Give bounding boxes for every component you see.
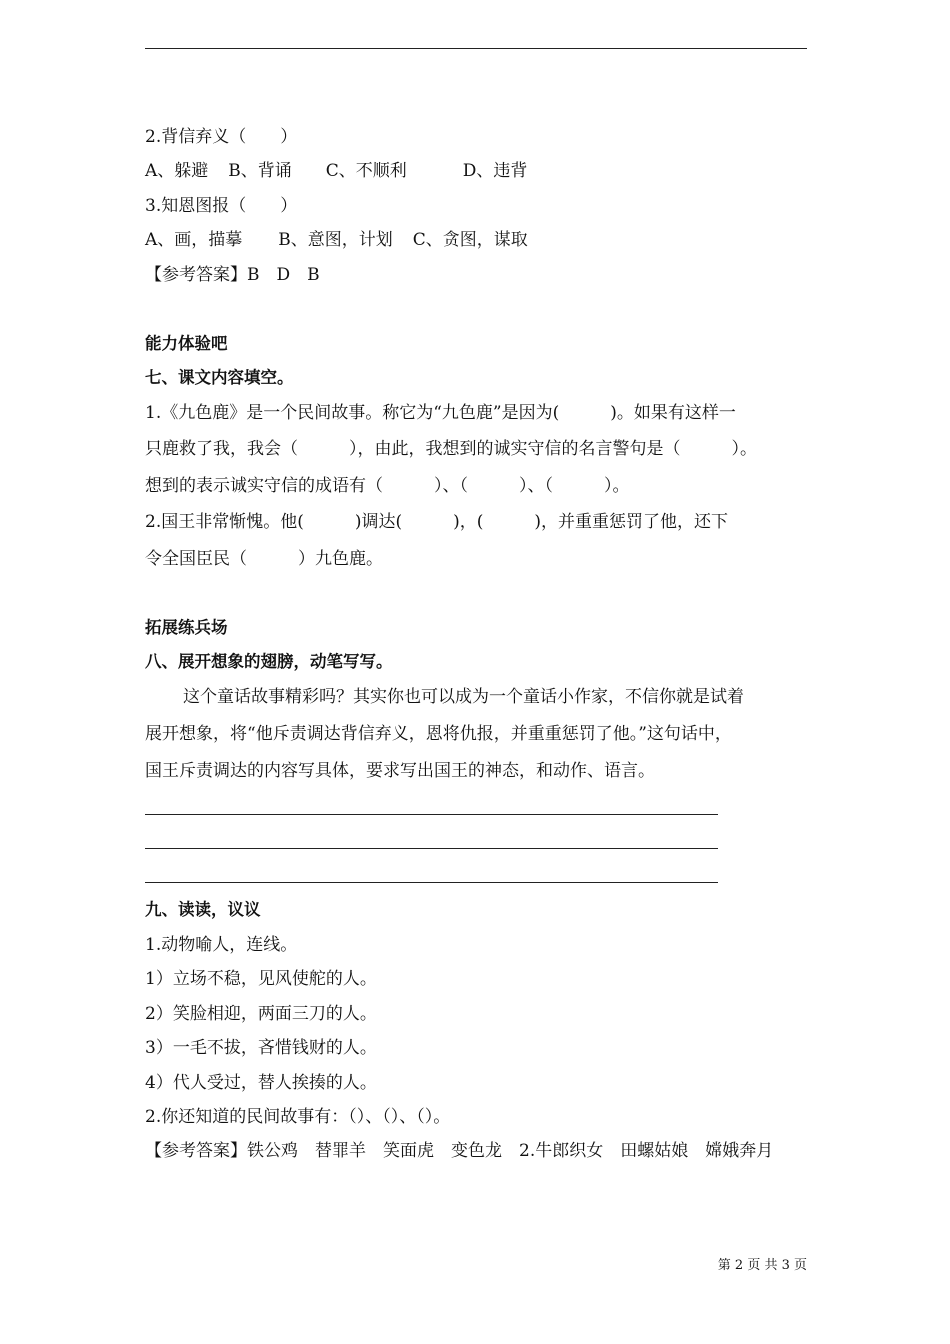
writing-line-3 <box>145 882 718 883</box>
section-title-ability: 能力体验吧 <box>145 334 228 353</box>
q9-answer: 【参考答案】铁公鸡 替罪羊 笑面虎 变色龙 2.牛郎织女 田螺姑娘 嫦娥奔月 <box>145 1141 774 1161</box>
q7-line-5: 令全国臣民（ ）九色鹿。 <box>145 549 383 569</box>
header-rule <box>145 48 807 49</box>
answer-1: 【参考答案】B D B <box>145 265 320 285</box>
q9-sub-2: 2.你还知道的民间故事有：（）、（）、（）。 <box>145 1107 451 1127</box>
q7-line-4: 2.国王非常惭愧。他( )调达( )，( )，并重重惩罚了他，还下 <box>145 512 729 532</box>
q3-options <box>145 229 528 251</box>
q2-option-b: B、背诵 <box>228 161 292 181</box>
q9-item-2: 2）笑脸相迎，两面三刀的人。 <box>145 1004 377 1024</box>
section-title-extend: 拓展练兵场 <box>145 618 228 637</box>
q8-line-1: 这个童话故事精彩吗？其实你也可以成为一个童话小作家，不信你就是试着 <box>183 687 744 707</box>
page-number: 第 2 页 共 3 页 <box>717 1258 807 1273</box>
writing-line-2 <box>145 848 718 849</box>
q7-line-1: 1.《九色鹿》是一个民间故事。称它为“九色鹿”是因为( )。如果有这样一 <box>145 403 736 423</box>
writing-line-1 <box>145 814 718 815</box>
q8-line-2: 展开想象，将“他斥责调达背信弃义，恩将仇报，并重重惩罚了他。”这句话中， <box>145 724 732 744</box>
q9-item-1: 1）立场不稳，见风使舵的人。 <box>145 969 377 989</box>
q2-stem: 2.背信弃义（ ） <box>145 127 298 147</box>
q9-item-3: 3）一毛不拔，吝惜钱财的人。 <box>145 1038 377 1058</box>
q3-option-c: C、贪图，谋取 <box>412 230 528 250</box>
q8-line-3: 国王斥责调达的内容写具体，要求写出国王的神态，和动作、语言。 <box>145 761 655 781</box>
q2-options <box>145 160 527 182</box>
q3-option-b: B、意图，计划 <box>278 230 393 250</box>
q3-option-a: A、画，描摹 <box>145 230 243 250</box>
q3-stem: 3.知恩图报（ ） <box>145 196 298 216</box>
q7-title: 七、课文内容填空。 <box>145 368 294 387</box>
q9-item-4: 4）代人受过，替人挨揍的人。 <box>145 1073 377 1093</box>
q8-title: 八、展开想象的翅膀，动笔写写。 <box>145 652 393 671</box>
q9-title: 九、读读，议议 <box>145 900 261 919</box>
q7-line-3: 想到的表示诚实守信的成语有（ ）、（ ）、（ ）。 <box>145 476 630 496</box>
q2-option-c: C、不顺利 <box>325 161 407 181</box>
q2-option-d: D、违背 <box>462 161 528 181</box>
q9-sub-1: 1.动物喻人，连线。 <box>145 935 298 955</box>
q2-option-a: A、躲避 <box>145 161 209 181</box>
q7-line-2: 只鹿救了我，我会（ ），由此，我想到的诚实守信的名言警句是（ ）。 <box>145 439 757 459</box>
